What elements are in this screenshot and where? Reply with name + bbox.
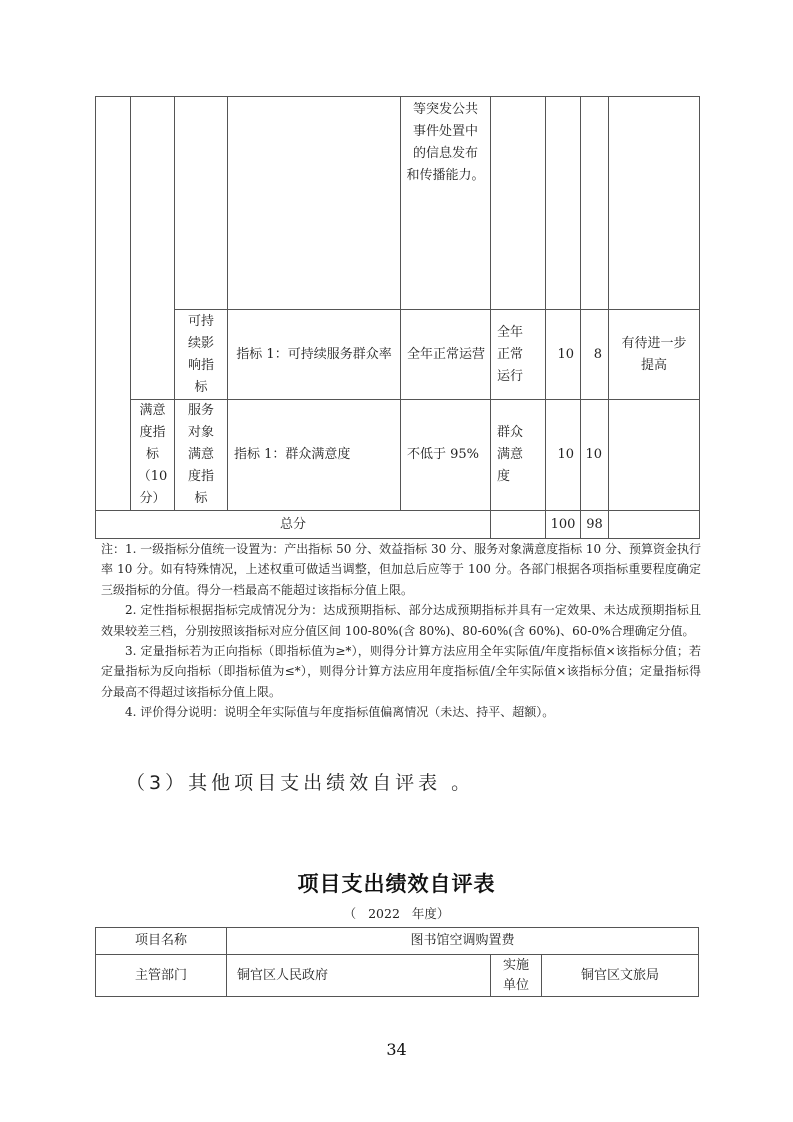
score-total: 98 (581, 511, 609, 539)
dept-value: 铜官区人民政府 (227, 955, 491, 997)
note-4: 4. 评价得分说明：说明全年实际值与年度指标值偏离情况（未达、持平、超额）。 (125, 705, 555, 720)
actual-value: 群众 满意 度 (491, 400, 546, 511)
performance-indicator-table (95, 96, 700, 539)
cell-empty (131, 97, 175, 400)
form-year: （ 2022 年度） (343, 906, 450, 921)
weight-value: 10 (546, 310, 581, 400)
indicator-value-cell: 等突发公共 事件处置中 的信息发布 和传播能力。 (401, 97, 491, 310)
project-name-value: 图书馆空调购置费 (227, 928, 699, 955)
indicator-category: 可持 续影 响指 标 (175, 310, 228, 400)
form-title: 项目支出绩效自评表 (297, 872, 496, 896)
project-name-label: 项目名称 (96, 928, 227, 955)
table-row-project-name (96, 928, 699, 955)
note-2: 2. 定性指标根据指标完成情况分为：达成预期指标、部分达成预期指标并具有一定效果、未达成预期指标且效果较差三档，分别按照该指标对应分值区间 100-80%(含 80%)、80-60%(含 60%)、60-0%合理确定分值。 (101, 603, 701, 638)
impl-unit-value: 铜官区文旅局 (542, 955, 699, 997)
note-1: 注：1. 一级指标分值统一设置为：产出指标 50 分、效益指标 30 分、服务对象满意度指标 10 分、预算资金执行率 10 分。如有特殊情况，上述权重可做适当调整，但加总后应等于 100 分。各部门根据各项指标重要程度确定三级指标的分值。得分一档最高不能超过该指标分值上限。 (101, 542, 701, 597)
table-row-sustainable (96, 310, 700, 400)
total-label: 总分 (96, 511, 491, 539)
annual-target: 不低于 95% (401, 400, 491, 511)
project-info-table (95, 927, 699, 997)
cell-empty (96, 97, 131, 511)
actual-value: 全年 正常 运行 (491, 310, 546, 400)
cell-empty (491, 511, 546, 539)
table-row-total (96, 511, 700, 539)
table-row-continuation (96, 97, 700, 310)
table-notes (101, 539, 701, 723)
cell-empty (546, 97, 581, 310)
dept-label: 主管部门 (96, 955, 227, 997)
cell-empty (581, 97, 609, 310)
level1-indicator: 满意 度指 标 （10 分） (131, 400, 175, 511)
weight-total: 100 (546, 511, 581, 539)
section-heading: （3）其他项目支出绩效自评表 。 (126, 772, 475, 794)
table-row-satisfaction (96, 400, 700, 511)
level2-indicator: 服务 对象 满意 度指 标 (175, 400, 228, 511)
note-3: 3. 定量指标若为正向指标（即指标值为≥*），则得分计算方法应用全年实际值/年度指标值×该指标分值；若定量指标为反向指标（即指标值为≤*），则得分计算方法应用年度指标值/全年实际值×该指标分值；定量指标得分最高不得超过该指标分值上限。 (101, 644, 701, 699)
page-number: 34 (386, 1040, 407, 1059)
cell-empty (491, 97, 546, 310)
indicator-name: 指标 1：可持续服务群众率 (228, 310, 401, 400)
table-row-department (96, 955, 699, 997)
score-value: 8 (581, 310, 609, 400)
score-comment: 有待进一步 提高 (609, 310, 700, 400)
score-comment (609, 400, 700, 511)
cell-empty (609, 511, 700, 539)
indicator-name: 指标 1：群众满意度 (228, 400, 401, 511)
score-value: 10 (581, 400, 609, 511)
cell-empty (175, 97, 228, 310)
impl-unit-label: 实施 单位 (491, 955, 542, 997)
weight-value: 10 (546, 400, 581, 511)
cell-empty (228, 97, 401, 310)
annual-target: 全年正常运营 (401, 310, 491, 400)
cell-empty (609, 97, 700, 310)
